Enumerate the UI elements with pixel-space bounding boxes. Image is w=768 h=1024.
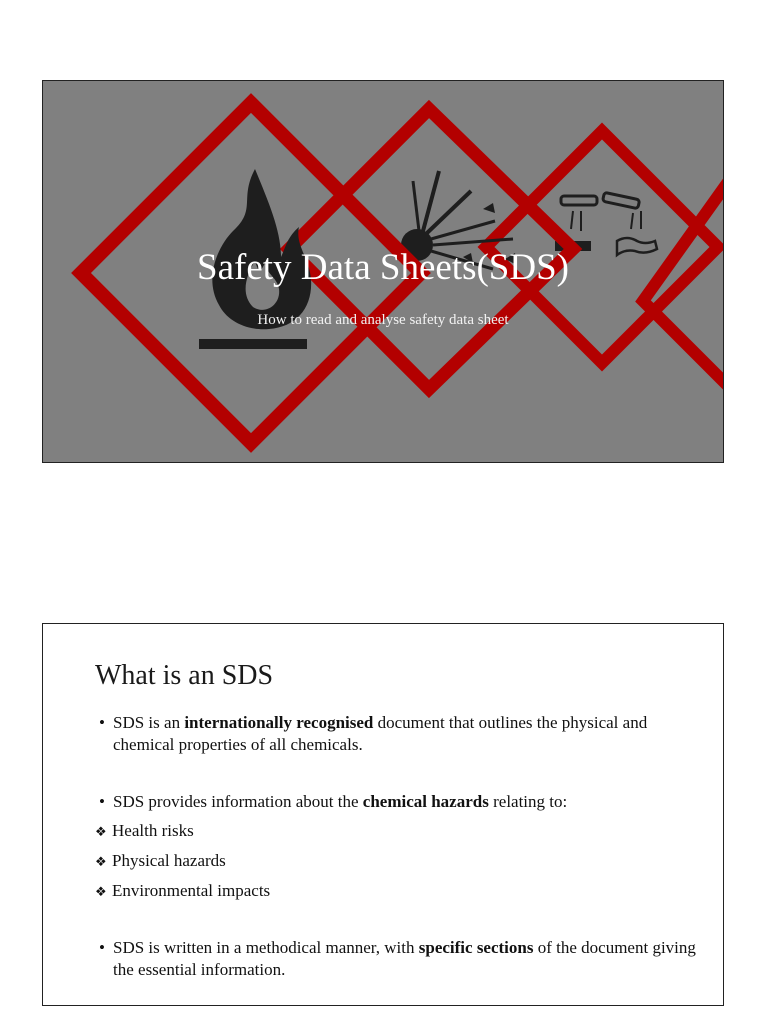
bullet-glyph: •: [99, 792, 105, 811]
sub-item-text: Physical hazards: [112, 851, 226, 870]
bullet-text: SDS is written in a methodical manner, with: [113, 938, 419, 957]
slide-heading: What is an SDS: [95, 660, 274, 691]
content-slide: [42, 623, 724, 1006]
bullet-sds-definition: [99, 712, 699, 756]
bullet-bold-text: internationally recognised: [184, 713, 374, 732]
bullet-glyph: •: [99, 938, 105, 957]
sub-item-physical: [95, 850, 699, 873]
bullet-text: SDS is an: [113, 713, 185, 732]
diamond-bullet-icon: ❖: [95, 824, 107, 839]
bullet-methodical-sections: [99, 937, 699, 981]
diamond-bullet-icon: ❖: [95, 884, 107, 899]
bullet-text: SDS provides information about the: [113, 792, 363, 811]
title-slide: [42, 80, 724, 463]
bullet-text: of the document giving the essential information.: [113, 938, 696, 979]
sub-item-text: Health risks: [112, 821, 194, 840]
bullet-text: document that outlines the physical and chemical properties of all chemicals.: [113, 713, 648, 754]
slide-subtitle: How to read and analyse safety data sheet: [257, 312, 509, 328]
bullet-text: relating to:: [488, 792, 568, 811]
bullet-bold-text: chemical hazards: [362, 792, 489, 811]
diamond-bullet-icon: ❖: [95, 854, 107, 869]
slide-body: [95, 712, 699, 981]
bullet-bold-text: specific sections: [418, 938, 534, 957]
title-block: [43, 249, 723, 329]
bullet-chemical-hazards: [99, 791, 699, 813]
sub-item-text: Environmental impacts: [112, 881, 271, 900]
slide-title: Safety Data Sheets(SDS): [197, 247, 569, 288]
bullet-glyph: •: [99, 713, 105, 732]
sub-item-health: [95, 820, 699, 843]
sub-item-environmental: [95, 880, 699, 903]
